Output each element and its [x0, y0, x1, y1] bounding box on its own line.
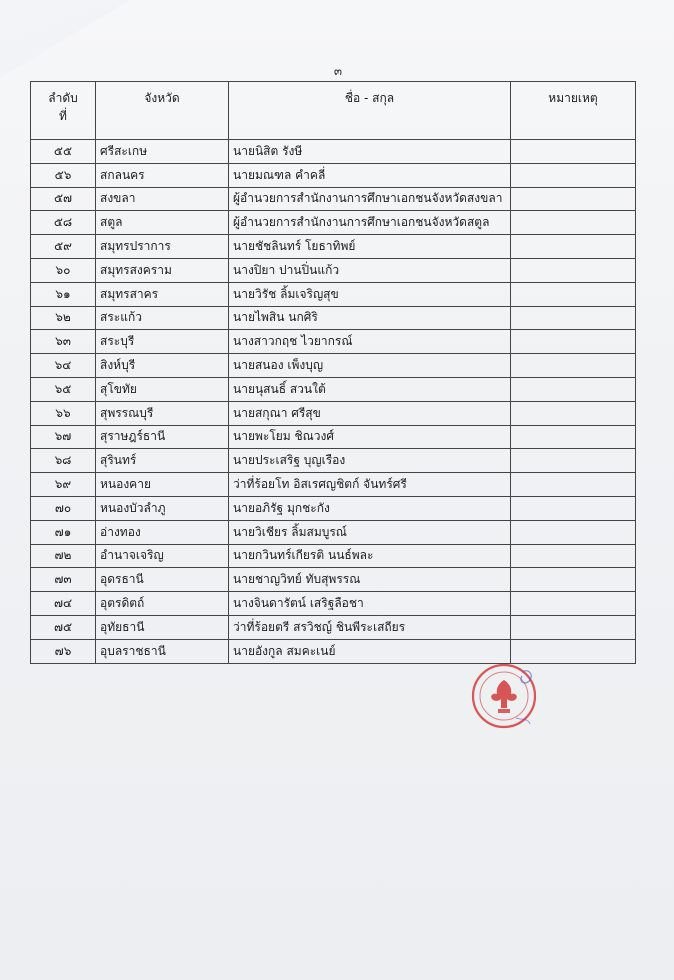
cell-name: นางจินดารัตน์ เสริฐลือชา — [229, 592, 511, 616]
cell-name: นายอภิรัฐ มุกชะกัง — [229, 496, 511, 520]
cell-province: สมุทรสงคราม — [96, 258, 229, 282]
cell-order-number: ๕๗ — [31, 187, 96, 211]
header-name: ชื่อ - สกุล — [229, 82, 511, 140]
cell-province: อำนาจเจริญ — [96, 544, 229, 568]
table-row — [31, 354, 636, 378]
cell-remark — [511, 473, 636, 497]
cell-name: นายวิรัช ลิ้มเจริญสุข — [229, 282, 511, 306]
cell-order-number: ๕๕ — [31, 140, 96, 164]
cell-name: ว่าที่ร้อยตรี สรวิชญ์ ชินพีระเสถียร — [229, 615, 511, 639]
cell-order-number: ๖๕ — [31, 377, 96, 401]
cell-order-number: ๗๔ — [31, 592, 96, 616]
table-row — [31, 401, 636, 425]
cell-remark — [511, 377, 636, 401]
cell-name: นายชัชลินทร์ โยธาทิพย์ — [229, 235, 511, 259]
table-row — [31, 140, 636, 164]
cell-province: สระแก้ว — [96, 306, 229, 330]
cell-province: สุพรรณบุรี — [96, 401, 229, 425]
cell-name: นายนุสนธิ์ สวนใต้ — [229, 377, 511, 401]
cell-name: นายไพสิน นกศิริ — [229, 306, 511, 330]
roster-table — [30, 81, 636, 664]
cell-order-number: ๖๔ — [31, 354, 96, 378]
table-row — [31, 639, 636, 663]
table-body — [31, 140, 636, 664]
cell-name: ว่าที่ร้อยโท อิสเรศญชิตก์ จันทร์ศรี — [229, 473, 511, 497]
cell-remark — [511, 187, 636, 211]
cell-order-number: ๗๖ — [31, 639, 96, 663]
cell-order-number: ๖๒ — [31, 306, 96, 330]
cell-name: ผู้อำนวยการสำนักงานการศึกษาเอกชนจังหวัดสงขลา — [229, 187, 511, 211]
table-row — [31, 496, 636, 520]
table-row — [31, 258, 636, 282]
header-order-line1: ลำดับ — [48, 91, 78, 105]
cell-order-number: ๗๒ — [31, 544, 96, 568]
cell-province: อ่างทอง — [96, 520, 229, 544]
table-row — [31, 544, 636, 568]
cell-remark — [511, 401, 636, 425]
cell-province: สงขลา — [96, 187, 229, 211]
cell-remark — [511, 592, 636, 616]
cell-remark — [511, 425, 636, 449]
cell-order-number: ๖๐ — [31, 258, 96, 282]
cell-order-number: ๕๘ — [31, 211, 96, 235]
cell-name: นายพะโยม ชิณวงศ์ — [229, 425, 511, 449]
header-order — [31, 82, 96, 140]
official-seal-stamp — [468, 658, 544, 734]
table-row — [31, 330, 636, 354]
cell-province: สุรินทร์ — [96, 449, 229, 473]
cell-name: นายสกุณา ศรีสุข — [229, 401, 511, 425]
cell-province: สมุทรปราการ — [96, 235, 229, 259]
cell-name: นายประเสริฐ บุญเรือง — [229, 449, 511, 473]
cell-remark — [511, 140, 636, 164]
table-row — [31, 615, 636, 639]
cell-order-number: ๗๕ — [31, 615, 96, 639]
table-row — [31, 520, 636, 544]
cell-province: สกลนคร — [96, 163, 229, 187]
table-row — [31, 306, 636, 330]
cell-remark — [511, 544, 636, 568]
cell-name: นายสนอง เพ็งบุญ — [229, 354, 511, 378]
cell-province: สุราษฎร์ธานี — [96, 425, 229, 449]
cell-province: สิงห์บุรี — [96, 354, 229, 378]
cell-order-number: ๖๑ — [31, 282, 96, 306]
cell-remark — [511, 306, 636, 330]
table-row — [31, 592, 636, 616]
cell-province: อุตรดิตถ์ — [96, 592, 229, 616]
table-row — [31, 449, 636, 473]
cell-remark — [511, 496, 636, 520]
cell-province: หนองคาย — [96, 473, 229, 497]
table-row — [31, 163, 636, 187]
cell-name: นายชาญวิทย์ ทับสุพรรณ — [229, 568, 511, 592]
cell-remark — [511, 520, 636, 544]
table-row — [31, 377, 636, 401]
cell-province: สมุทรสาคร — [96, 282, 229, 306]
cell-remark — [511, 211, 636, 235]
cell-name: นางปิยา ปานปิ่นแก้ว — [229, 258, 511, 282]
header-remark: หมายเหตุ — [511, 82, 636, 140]
cell-province: สุโขทัย — [96, 377, 229, 401]
cell-order-number: ๗๑ — [31, 520, 96, 544]
page-number: ๓ — [333, 64, 343, 78]
cell-remark — [511, 568, 636, 592]
header-province: จังหวัด — [96, 82, 229, 140]
cell-order-number: ๗๓ — [31, 568, 96, 592]
cell-remark — [511, 615, 636, 639]
cell-order-number: ๕๖ — [31, 163, 96, 187]
cell-order-number: ๖๙ — [31, 473, 96, 497]
cell-order-number: ๖๖ — [31, 401, 96, 425]
table-row — [31, 211, 636, 235]
cell-remark — [511, 282, 636, 306]
cell-province: สระบุรี — [96, 330, 229, 354]
table-row — [31, 425, 636, 449]
table-row — [31, 568, 636, 592]
cell-remark — [511, 449, 636, 473]
cell-name: นายนิสิต รังษี — [229, 140, 511, 164]
cell-remark — [511, 163, 636, 187]
table-row — [31, 282, 636, 306]
cell-remark — [511, 330, 636, 354]
table-row — [31, 187, 636, 211]
cell-province: อุดรธานี — [96, 568, 229, 592]
cell-order-number: ๖๓ — [31, 330, 96, 354]
header-order-line2: ที่ — [59, 109, 67, 123]
cell-province: อุทัยธานี — [96, 615, 229, 639]
cell-province: หนองบัวลำภู — [96, 496, 229, 520]
cell-name: นายอังกูล สมคะเนย์ — [229, 639, 511, 663]
cell-name: นายมณฑล คำคลี่ — [229, 163, 511, 187]
cell-province: สตูล — [96, 211, 229, 235]
cell-province: อุบลราชธานี — [96, 639, 229, 663]
cell-name: ผู้อำนวยการสำนักงานการศึกษาเอกชนจังหวัดสตูล — [229, 211, 511, 235]
cell-order-number: ๗๐ — [31, 496, 96, 520]
table-header-row — [31, 82, 636, 140]
cell-order-number: ๖๗ — [31, 425, 96, 449]
cell-order-number: ๕๙ — [31, 235, 96, 259]
cell-name: นายวิเชียร ลิ้มสมบูรณ์ — [229, 520, 511, 544]
cell-remark — [511, 235, 636, 259]
cell-province: ศรีสะเกษ — [96, 140, 229, 164]
cell-name: นายกวินทร์เกียรติ นนธ์พละ — [229, 544, 511, 568]
table-row — [31, 235, 636, 259]
table-row — [31, 473, 636, 497]
cell-remark — [511, 258, 636, 282]
cell-name: นางสาวกฤช ไวยากรณ์ — [229, 330, 511, 354]
cell-order-number: ๖๘ — [31, 449, 96, 473]
cell-remark — [511, 354, 636, 378]
